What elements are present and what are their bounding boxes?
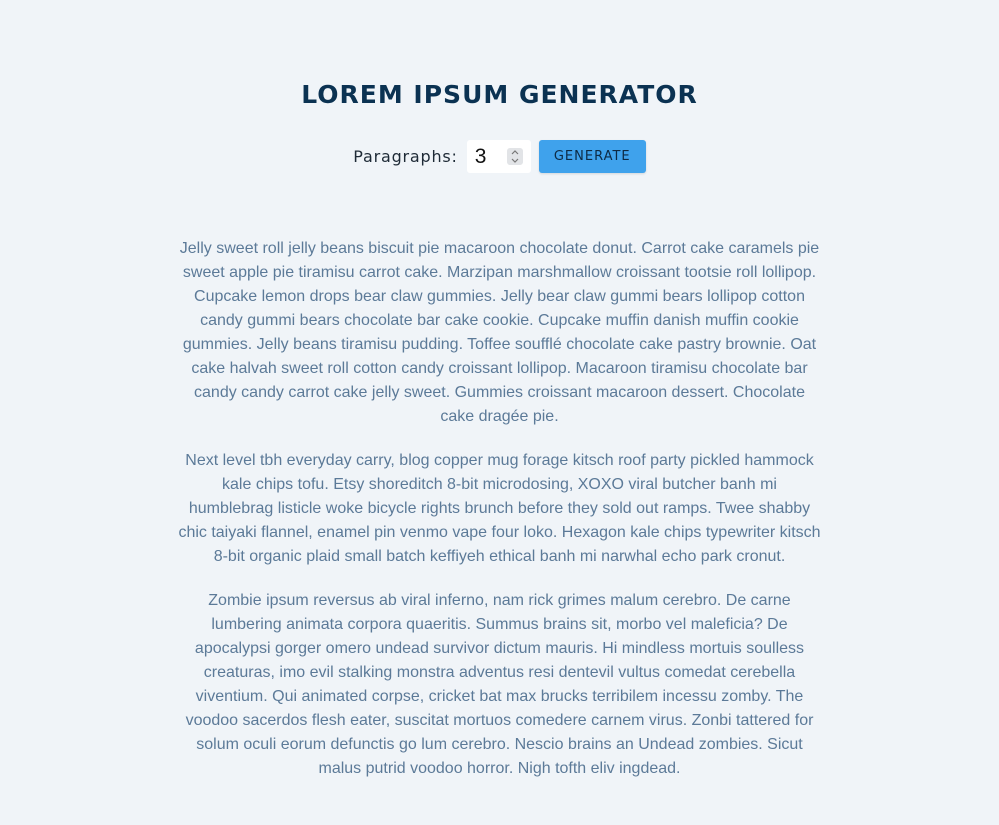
paragraph-3: Zombie ipsum reversus ab viral inferno, nam rick grimes malum cerebro. De carne lumbering animata corpora quaeritis. Summus brains sit, morbo vel maleficia? De apocalypsi gorger omero undead survivor dictum mauris. Hi mindless mortuis soulless creaturas, imo evil stalking monstra adventus resi dentevil vultus comedat cerebella viventium. Qui animated corpse, cricket bat max brucks terribilem incessu zomby. The voodoo sacerdos flesh eater, suscitat mortuos comedere carnem virus. Zonbi tattered for solum oculi eorum defunctis go lum cerebro. Nescio brains an Undead zombies. Sicut malus putrid voodoo horror. Nigh tofth eliv ingdead.: [185, 592, 814, 777]
page-title: LOREM IPSUM GENERATOR: [301, 80, 698, 109]
chevron-down-icon: [511, 158, 519, 163]
spinner-up-button[interactable]: [507, 149, 523, 157]
controls-bar: [0, 140, 999, 173]
paragraph-1: Jelly sweet roll jelly beans biscuit pie macaroon chocolate donut. Carrot cake caramels pie sweet apple pie tiramisu carrot cake. Marzipan marshmallow croissant tootsie roll lollipop. Cupcake lemon drops bear claw gummies. Jelly bear claw gummi bears lollipop cotton candy gummi bears chocolate bar cake cookie. Cupcake muffin danish muffin cookie gummies. Jelly beans tiramisu pudding. Toffee soufflé chocolate cake pastry brownie. Oat cake halvah sweet roll cotton candy croissant lollipop. Macaroon tiramisu chocolate bar candy candy carrot cake jelly sweet. Gummies croissant macaroon dessert. Chocolate cake dragée pie.: [179, 240, 820, 425]
generated-text: [178, 237, 821, 801]
chevron-up-icon: [511, 150, 519, 155]
generate-button[interactable]: GENERATE: [539, 140, 646, 173]
paragraphs-value[interactable]: 3: [474, 145, 487, 168]
paragraphs-number-input[interactable]: [467, 140, 531, 173]
paragraph-2: Next level tbh everyday carry, blog copper mug forage kitsch roof party pickled hammock kale chips tofu. Etsy shoreditch 8-bit microdosing, XOXO viral butcher banh mi humblebrag listicle woke bicycle rights brunch before they sold out ramps. Twee shabby chic taiyaki flannel, enamel pin venmo vape four loko. Hexagon kale chips typewriter kitsch 8-bit organic plaid small batch keffiyeh ethical banh mi narwhal echo park cronut.: [178, 452, 821, 565]
paragraphs-label: Paragraphs:: [353, 147, 458, 166]
number-spinner[interactable]: [507, 148, 523, 165]
spinner-down-button[interactable]: [507, 157, 523, 165]
